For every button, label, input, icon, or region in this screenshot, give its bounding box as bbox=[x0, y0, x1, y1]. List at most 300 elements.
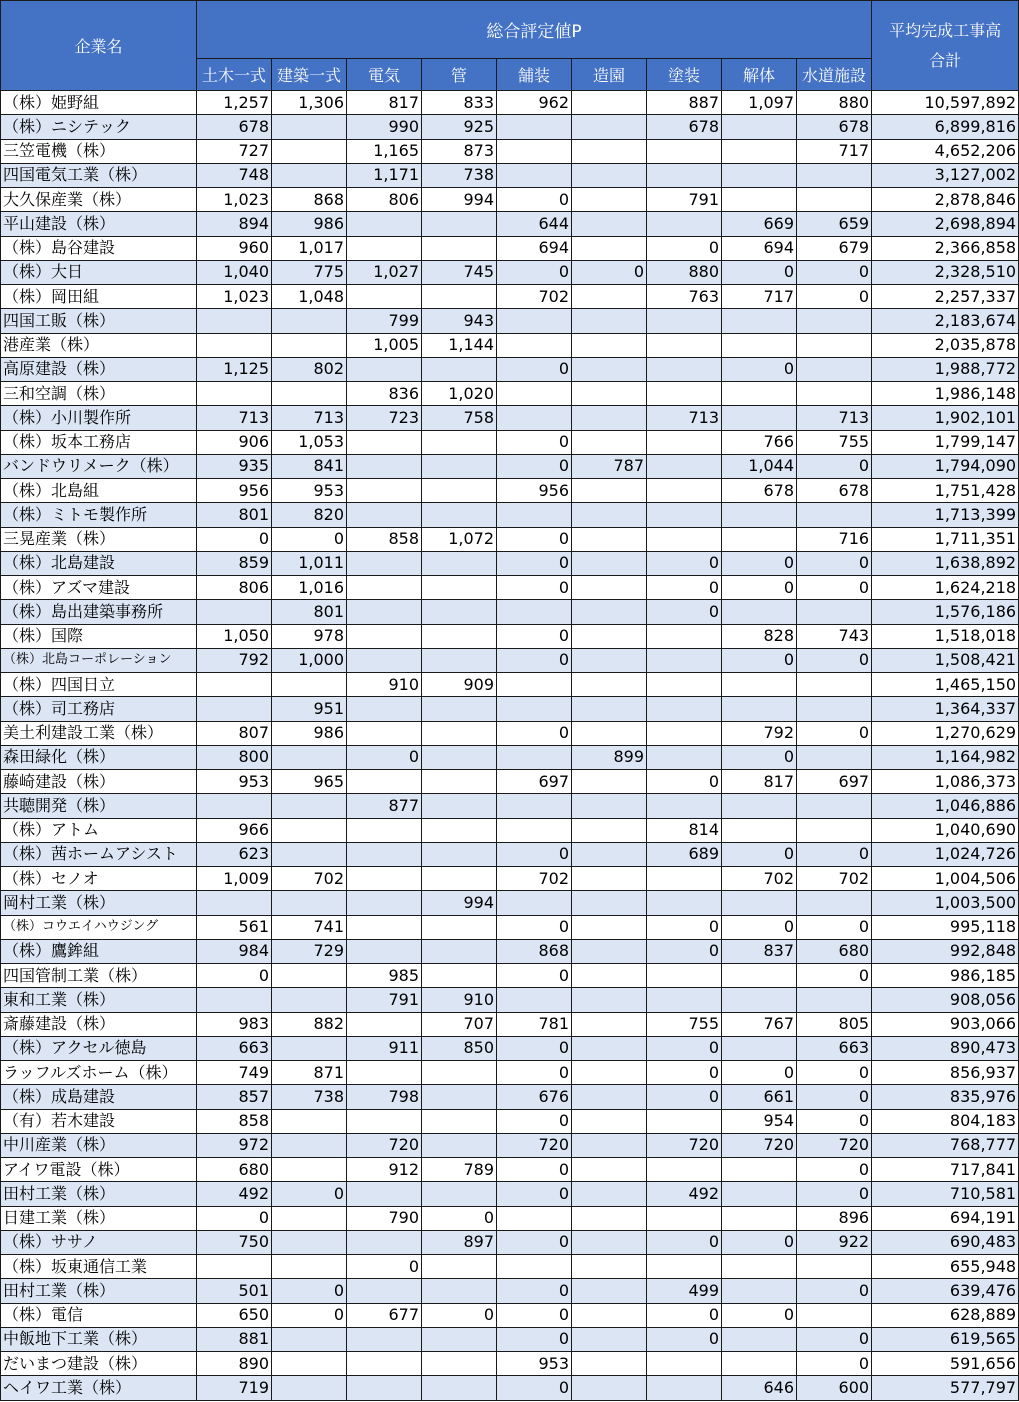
company-name-cell: ラッフルズホーム（株） bbox=[1, 1061, 197, 1085]
score-cell bbox=[272, 1206, 347, 1230]
score-cell: 1,016 bbox=[272, 576, 347, 600]
score-cell bbox=[572, 988, 647, 1012]
company-name-header: 企業名 bbox=[1, 1, 197, 91]
score-cell: 791 bbox=[347, 988, 422, 1012]
score-cell: 806 bbox=[347, 188, 422, 212]
company-name-cell: 四国電気工業（株） bbox=[1, 163, 197, 187]
score-cell bbox=[422, 1376, 497, 1400]
score-cell bbox=[422, 212, 497, 236]
score-cell bbox=[197, 794, 272, 818]
avg-completion-header bbox=[872, 1, 1019, 91]
score-cell bbox=[797, 891, 872, 915]
avg-completion-cell: 710,581 bbox=[872, 1182, 1019, 1206]
score-cell: 766 bbox=[722, 430, 797, 454]
score-cell bbox=[572, 91, 647, 115]
company-name-cell: 日建工業（株） bbox=[1, 1206, 197, 1230]
score-cell: 738 bbox=[422, 163, 497, 187]
table-row bbox=[1, 600, 1019, 624]
score-cell: 0 bbox=[647, 236, 722, 260]
score-cell bbox=[422, 551, 497, 575]
score-cell bbox=[347, 454, 422, 478]
table-row bbox=[1, 1327, 1019, 1351]
score-cell bbox=[422, 1109, 497, 1133]
score-cell: 896 bbox=[797, 1206, 872, 1230]
table-row bbox=[1, 673, 1019, 697]
score-cell bbox=[347, 357, 422, 381]
score-cell: 857 bbox=[197, 1085, 272, 1109]
score-cell: 965 bbox=[272, 770, 347, 794]
score-cell bbox=[572, 964, 647, 988]
score-cell: 0 bbox=[647, 915, 722, 939]
score-cell: 738 bbox=[272, 1085, 347, 1109]
score-cell bbox=[197, 673, 272, 697]
score-cell bbox=[422, 867, 497, 891]
score-cell bbox=[722, 964, 797, 988]
score-cell: 887 bbox=[647, 91, 722, 115]
score-cell: 787 bbox=[572, 454, 647, 478]
score-cell bbox=[797, 163, 872, 187]
avg-completion-cell: 1,794,090 bbox=[872, 454, 1019, 478]
score-cell bbox=[347, 939, 422, 963]
avg-completion-cell: 1,040,690 bbox=[872, 818, 1019, 842]
score-cell bbox=[347, 1352, 422, 1376]
score-cell: 0 bbox=[647, 1036, 722, 1060]
score-cell bbox=[647, 648, 722, 672]
table-row bbox=[1, 988, 1019, 1012]
score-cell: 0 bbox=[647, 939, 722, 963]
score-cell bbox=[797, 309, 872, 333]
score-cell: 0 bbox=[197, 527, 272, 551]
score-cell: 0 bbox=[722, 745, 797, 769]
score-cell bbox=[272, 1352, 347, 1376]
score-cell: 0 bbox=[497, 576, 572, 600]
score-cell bbox=[272, 309, 347, 333]
category-header: 水道施設 bbox=[797, 59, 872, 91]
score-cell bbox=[347, 867, 422, 891]
score-cell: 720 bbox=[647, 1133, 722, 1157]
score-cell bbox=[722, 1279, 797, 1303]
score-cell bbox=[347, 1279, 422, 1303]
score-cell bbox=[422, 794, 497, 818]
score-cell bbox=[422, 503, 497, 527]
score-cell: 716 bbox=[797, 527, 872, 551]
company-name-cell: （株）アズマ建設 bbox=[1, 576, 197, 600]
avg-completion-cell: 992,848 bbox=[872, 939, 1019, 963]
category-header: 舗装 bbox=[497, 59, 572, 91]
score-cell bbox=[647, 212, 722, 236]
company-name-cell: 中飯地下工業（株） bbox=[1, 1327, 197, 1351]
score-cell bbox=[722, 794, 797, 818]
score-cell bbox=[347, 1327, 422, 1351]
score-cell: 0 bbox=[272, 1303, 347, 1327]
score-cell bbox=[572, 1230, 647, 1254]
company-name-cell: 田村工業（株） bbox=[1, 1279, 197, 1303]
score-cell: 713 bbox=[647, 406, 722, 430]
score-cell: 0 bbox=[497, 648, 572, 672]
score-cell: 707 bbox=[422, 1012, 497, 1036]
score-cell bbox=[197, 600, 272, 624]
score-cell bbox=[497, 745, 572, 769]
score-cell bbox=[722, 406, 797, 430]
score-cell: 978 bbox=[272, 624, 347, 648]
score-cell bbox=[272, 1109, 347, 1133]
avg-completion-cell: 1,086,373 bbox=[872, 770, 1019, 794]
score-cell: 663 bbox=[797, 1036, 872, 1060]
score-cell bbox=[647, 1376, 722, 1400]
company-name-cell: （有）若木建設 bbox=[1, 1109, 197, 1133]
table-row bbox=[1, 1182, 1019, 1206]
company-name-cell: （株）姫野組 bbox=[1, 91, 197, 115]
company-name-cell: （株）ミトモ製作所 bbox=[1, 503, 197, 527]
score-cell: 743 bbox=[797, 624, 872, 648]
score-cell bbox=[272, 842, 347, 866]
score-cell: 791 bbox=[647, 188, 722, 212]
company-name-cell: （株）セノオ bbox=[1, 867, 197, 891]
avg-completion-cell: 1,624,218 bbox=[872, 576, 1019, 600]
score-cell bbox=[497, 139, 572, 163]
score-cell bbox=[572, 697, 647, 721]
score-cell: 994 bbox=[422, 188, 497, 212]
table-row bbox=[1, 1109, 1019, 1133]
score-cell: 0 bbox=[722, 260, 797, 284]
avg-completion-cell: 1,364,337 bbox=[872, 697, 1019, 721]
score-cell: 925 bbox=[422, 115, 497, 139]
avg-completion-cell: 690,483 bbox=[872, 1230, 1019, 1254]
score-cell bbox=[722, 503, 797, 527]
score-cell: 0 bbox=[797, 285, 872, 309]
company-name-cell: （株）島出建築事務所 bbox=[1, 600, 197, 624]
score-cell: 828 bbox=[722, 624, 797, 648]
score-cell bbox=[422, 818, 497, 842]
score-cell: 0 bbox=[497, 454, 572, 478]
avg-completion-cell: 577,797 bbox=[872, 1376, 1019, 1400]
score-cell: 871 bbox=[272, 1061, 347, 1085]
score-cell bbox=[572, 1352, 647, 1376]
score-cell: 0 bbox=[497, 1158, 572, 1182]
score-cell: 906 bbox=[197, 430, 272, 454]
score-cell bbox=[797, 503, 872, 527]
score-cell bbox=[422, 697, 497, 721]
score-cell bbox=[572, 939, 647, 963]
score-cell: 0 bbox=[572, 260, 647, 284]
score-cell: 1,144 bbox=[422, 333, 497, 357]
score-cell bbox=[272, 794, 347, 818]
score-cell: 713 bbox=[272, 406, 347, 430]
table-row bbox=[1, 430, 1019, 454]
score-cell: 820 bbox=[272, 503, 347, 527]
score-cell: 0 bbox=[497, 964, 572, 988]
score-cell bbox=[422, 648, 497, 672]
score-cell: 717 bbox=[797, 139, 872, 163]
score-cell bbox=[347, 818, 422, 842]
avg-completion-cell: 1,004,506 bbox=[872, 867, 1019, 891]
company-name-cell: 平山建設（株） bbox=[1, 212, 197, 236]
score-cell bbox=[422, 964, 497, 988]
score-cell: 0 bbox=[722, 915, 797, 939]
score-cell: 727 bbox=[197, 139, 272, 163]
score-cell: 986 bbox=[272, 721, 347, 745]
score-cell bbox=[572, 794, 647, 818]
score-cell: 0 bbox=[797, 915, 872, 939]
score-cell bbox=[422, 236, 497, 260]
score-cell: 646 bbox=[722, 1376, 797, 1400]
avg-completion-cell: 908,056 bbox=[872, 988, 1019, 1012]
score-cell bbox=[347, 891, 422, 915]
score-cell bbox=[572, 600, 647, 624]
score-cell bbox=[497, 673, 572, 697]
score-cell bbox=[797, 697, 872, 721]
score-cell: 678 bbox=[797, 115, 872, 139]
company-name-cell: （株）北島建設 bbox=[1, 551, 197, 575]
company-name-cell: ヘイワ工業（株） bbox=[1, 1376, 197, 1400]
score-cell: 713 bbox=[797, 406, 872, 430]
score-cell bbox=[572, 1279, 647, 1303]
score-cell: 802 bbox=[272, 357, 347, 381]
score-cell: 0 bbox=[797, 1182, 872, 1206]
score-cell bbox=[572, 1327, 647, 1351]
score-cell bbox=[572, 1376, 647, 1400]
score-cell: 0 bbox=[797, 1109, 872, 1133]
score-cell: 1,053 bbox=[272, 430, 347, 454]
avg-completion-cell: 1,270,629 bbox=[872, 721, 1019, 745]
score-cell bbox=[647, 479, 722, 503]
avg-completion-cell: 2,878,846 bbox=[872, 188, 1019, 212]
table-row bbox=[1, 285, 1019, 309]
score-cell bbox=[647, 1255, 722, 1279]
score-cell: 659 bbox=[797, 212, 872, 236]
company-name-cell: 藤崎建設（株） bbox=[1, 770, 197, 794]
score-cell: 0 bbox=[497, 188, 572, 212]
score-cell: 798 bbox=[347, 1085, 422, 1109]
avg-completion-cell: 804,183 bbox=[872, 1109, 1019, 1133]
score-cell: 960 bbox=[197, 236, 272, 260]
score-cell bbox=[347, 1061, 422, 1085]
category-header: 建築一式 bbox=[272, 59, 347, 91]
avg-completion-cell: 591,656 bbox=[872, 1352, 1019, 1376]
score-cell: 1,097 bbox=[722, 91, 797, 115]
score-cell bbox=[572, 551, 647, 575]
score-cell: 720 bbox=[347, 1133, 422, 1157]
score-cell: 0 bbox=[272, 527, 347, 551]
company-name-cell: （株）成島建設 bbox=[1, 1085, 197, 1109]
company-name-cell: （株）アトム bbox=[1, 818, 197, 842]
score-cell bbox=[797, 794, 872, 818]
score-cell bbox=[347, 697, 422, 721]
score-cell bbox=[422, 721, 497, 745]
score-cell: 984 bbox=[197, 939, 272, 963]
table-row bbox=[1, 624, 1019, 648]
score-cell bbox=[497, 406, 572, 430]
score-cell: 994 bbox=[422, 891, 497, 915]
score-cell bbox=[647, 430, 722, 454]
score-cell bbox=[422, 357, 497, 381]
score-cell: 0 bbox=[497, 1303, 572, 1327]
score-cell bbox=[647, 988, 722, 1012]
score-cell: 702 bbox=[272, 867, 347, 891]
score-cell: 702 bbox=[497, 285, 572, 309]
score-cell: 1,040 bbox=[197, 260, 272, 284]
score-cell: 678 bbox=[647, 115, 722, 139]
company-name-cell: 森田緑化（株） bbox=[1, 745, 197, 769]
score-cell: 1,165 bbox=[347, 139, 422, 163]
score-cell bbox=[722, 891, 797, 915]
table-row bbox=[1, 939, 1019, 963]
score-cell: 0 bbox=[647, 600, 722, 624]
table-row bbox=[1, 357, 1019, 381]
score-cell: 868 bbox=[497, 939, 572, 963]
score-cell bbox=[647, 697, 722, 721]
score-cell: 799 bbox=[347, 309, 422, 333]
avg-completion-cell: 1,164,982 bbox=[872, 745, 1019, 769]
company-name-cell: バンドウリメーク（株） bbox=[1, 454, 197, 478]
avg-completion-cell: 1,465,150 bbox=[872, 673, 1019, 697]
score-cell bbox=[572, 188, 647, 212]
score-cell bbox=[347, 721, 422, 745]
score-cell bbox=[797, 382, 872, 406]
score-cell: 1,009 bbox=[197, 867, 272, 891]
score-cell bbox=[347, 285, 422, 309]
score-cell bbox=[347, 600, 422, 624]
score-cell bbox=[647, 745, 722, 769]
score-cell: 0 bbox=[722, 1061, 797, 1085]
score-cell: 868 bbox=[272, 188, 347, 212]
avg-completion-cell: 619,565 bbox=[872, 1327, 1019, 1351]
company-name-cell: （株）電信 bbox=[1, 1303, 197, 1327]
score-cell: 501 bbox=[197, 1279, 272, 1303]
score-cell bbox=[572, 576, 647, 600]
score-cell bbox=[272, 1376, 347, 1400]
score-cell bbox=[497, 115, 572, 139]
score-cell: 678 bbox=[197, 115, 272, 139]
score-cell: 954 bbox=[722, 1109, 797, 1133]
score-cell bbox=[497, 309, 572, 333]
score-cell bbox=[797, 357, 872, 381]
score-cell: 858 bbox=[347, 527, 422, 551]
avg-completion-header-line2: 合計 bbox=[929, 50, 962, 70]
score-cell bbox=[797, 988, 872, 1012]
score-cell bbox=[347, 236, 422, 260]
score-cell: 750 bbox=[197, 1230, 272, 1254]
score-cell: 0 bbox=[497, 624, 572, 648]
score-cell bbox=[797, 745, 872, 769]
score-cell: 1,072 bbox=[422, 527, 497, 551]
avg-completion-cell: 1,902,101 bbox=[872, 406, 1019, 430]
category-header: 管 bbox=[422, 59, 497, 91]
score-cell: 755 bbox=[647, 1012, 722, 1036]
score-cell bbox=[572, 673, 647, 697]
table-row bbox=[1, 648, 1019, 672]
score-cell: 0 bbox=[797, 551, 872, 575]
score-cell: 910 bbox=[422, 988, 497, 1012]
score-cell: 720 bbox=[797, 1133, 872, 1157]
score-cell: 880 bbox=[647, 260, 722, 284]
score-cell: 817 bbox=[347, 91, 422, 115]
score-cell bbox=[722, 1352, 797, 1376]
score-cell bbox=[647, 1109, 722, 1133]
table-row bbox=[1, 1206, 1019, 1230]
company-name-cell: 田村工業（株） bbox=[1, 1182, 197, 1206]
score-cell: 767 bbox=[722, 1012, 797, 1036]
score-cell: 0 bbox=[722, 1303, 797, 1327]
score-cell: 697 bbox=[497, 770, 572, 794]
category-header: 造園 bbox=[572, 59, 647, 91]
score-cell: 0 bbox=[797, 1061, 872, 1085]
score-cell bbox=[272, 139, 347, 163]
company-name-cell: （株）コウエイハウジング bbox=[1, 915, 197, 939]
company-name-cell: 美土利建設工業（株） bbox=[1, 721, 197, 745]
avg-completion-cell: 1,518,018 bbox=[872, 624, 1019, 648]
score-cell bbox=[422, 1352, 497, 1376]
score-cell bbox=[722, 673, 797, 697]
score-cell: 0 bbox=[197, 964, 272, 988]
score-cell bbox=[497, 1206, 572, 1230]
score-cell bbox=[572, 1182, 647, 1206]
score-cell bbox=[572, 503, 647, 527]
table-row bbox=[1, 188, 1019, 212]
score-cell: 0 bbox=[422, 1303, 497, 1327]
score-cell bbox=[272, 1158, 347, 1182]
score-cell bbox=[497, 503, 572, 527]
score-cell: 661 bbox=[722, 1085, 797, 1109]
score-cell: 0 bbox=[647, 1303, 722, 1327]
avg-completion-cell: 903,066 bbox=[872, 1012, 1019, 1036]
score-cell: 0 bbox=[497, 527, 572, 551]
score-cell bbox=[422, 939, 497, 963]
score-cell bbox=[647, 527, 722, 551]
table-row bbox=[1, 1303, 1019, 1327]
avg-completion-cell: 1,024,726 bbox=[872, 842, 1019, 866]
score-cell bbox=[572, 770, 647, 794]
score-cell bbox=[572, 406, 647, 430]
score-cell bbox=[572, 212, 647, 236]
score-cell bbox=[272, 333, 347, 357]
score-cell: 890 bbox=[197, 1352, 272, 1376]
company-name-cell: （株）小川製作所 bbox=[1, 406, 197, 430]
avg-completion-cell: 2,328,510 bbox=[872, 260, 1019, 284]
table-row bbox=[1, 867, 1019, 891]
score-cell bbox=[722, 600, 797, 624]
score-cell: 1,005 bbox=[347, 333, 422, 357]
table-row bbox=[1, 842, 1019, 866]
score-cell: 702 bbox=[497, 867, 572, 891]
score-cell bbox=[647, 794, 722, 818]
score-cell: 0 bbox=[722, 842, 797, 866]
score-cell: 801 bbox=[272, 600, 347, 624]
avg-completion-cell: 4,652,206 bbox=[872, 139, 1019, 163]
company-name-cell: 東和工業（株） bbox=[1, 988, 197, 1012]
score-cell: 0 bbox=[347, 745, 422, 769]
score-cell bbox=[572, 163, 647, 187]
score-cell bbox=[272, 115, 347, 139]
score-cell bbox=[572, 139, 647, 163]
score-cell: 880 bbox=[797, 91, 872, 115]
score-cell bbox=[647, 163, 722, 187]
table-row bbox=[1, 1352, 1019, 1376]
score-cell: 689 bbox=[647, 842, 722, 866]
score-cell bbox=[422, 1133, 497, 1157]
company-name-cell: （株）茜ホームアシスト bbox=[1, 842, 197, 866]
score-cell bbox=[497, 988, 572, 1012]
company-name-cell: アイワ電設（株） bbox=[1, 1158, 197, 1182]
avg-completion-cell: 1,638,892 bbox=[872, 551, 1019, 575]
table-row bbox=[1, 1158, 1019, 1182]
score-cell: 789 bbox=[422, 1158, 497, 1182]
score-cell: 837 bbox=[722, 939, 797, 963]
score-cell: 561 bbox=[197, 915, 272, 939]
score-cell: 694 bbox=[722, 236, 797, 260]
company-name-cell: 斎藤建設（株） bbox=[1, 1012, 197, 1036]
avg-completion-header-line1: 平均完成工事高 bbox=[889, 20, 1002, 40]
